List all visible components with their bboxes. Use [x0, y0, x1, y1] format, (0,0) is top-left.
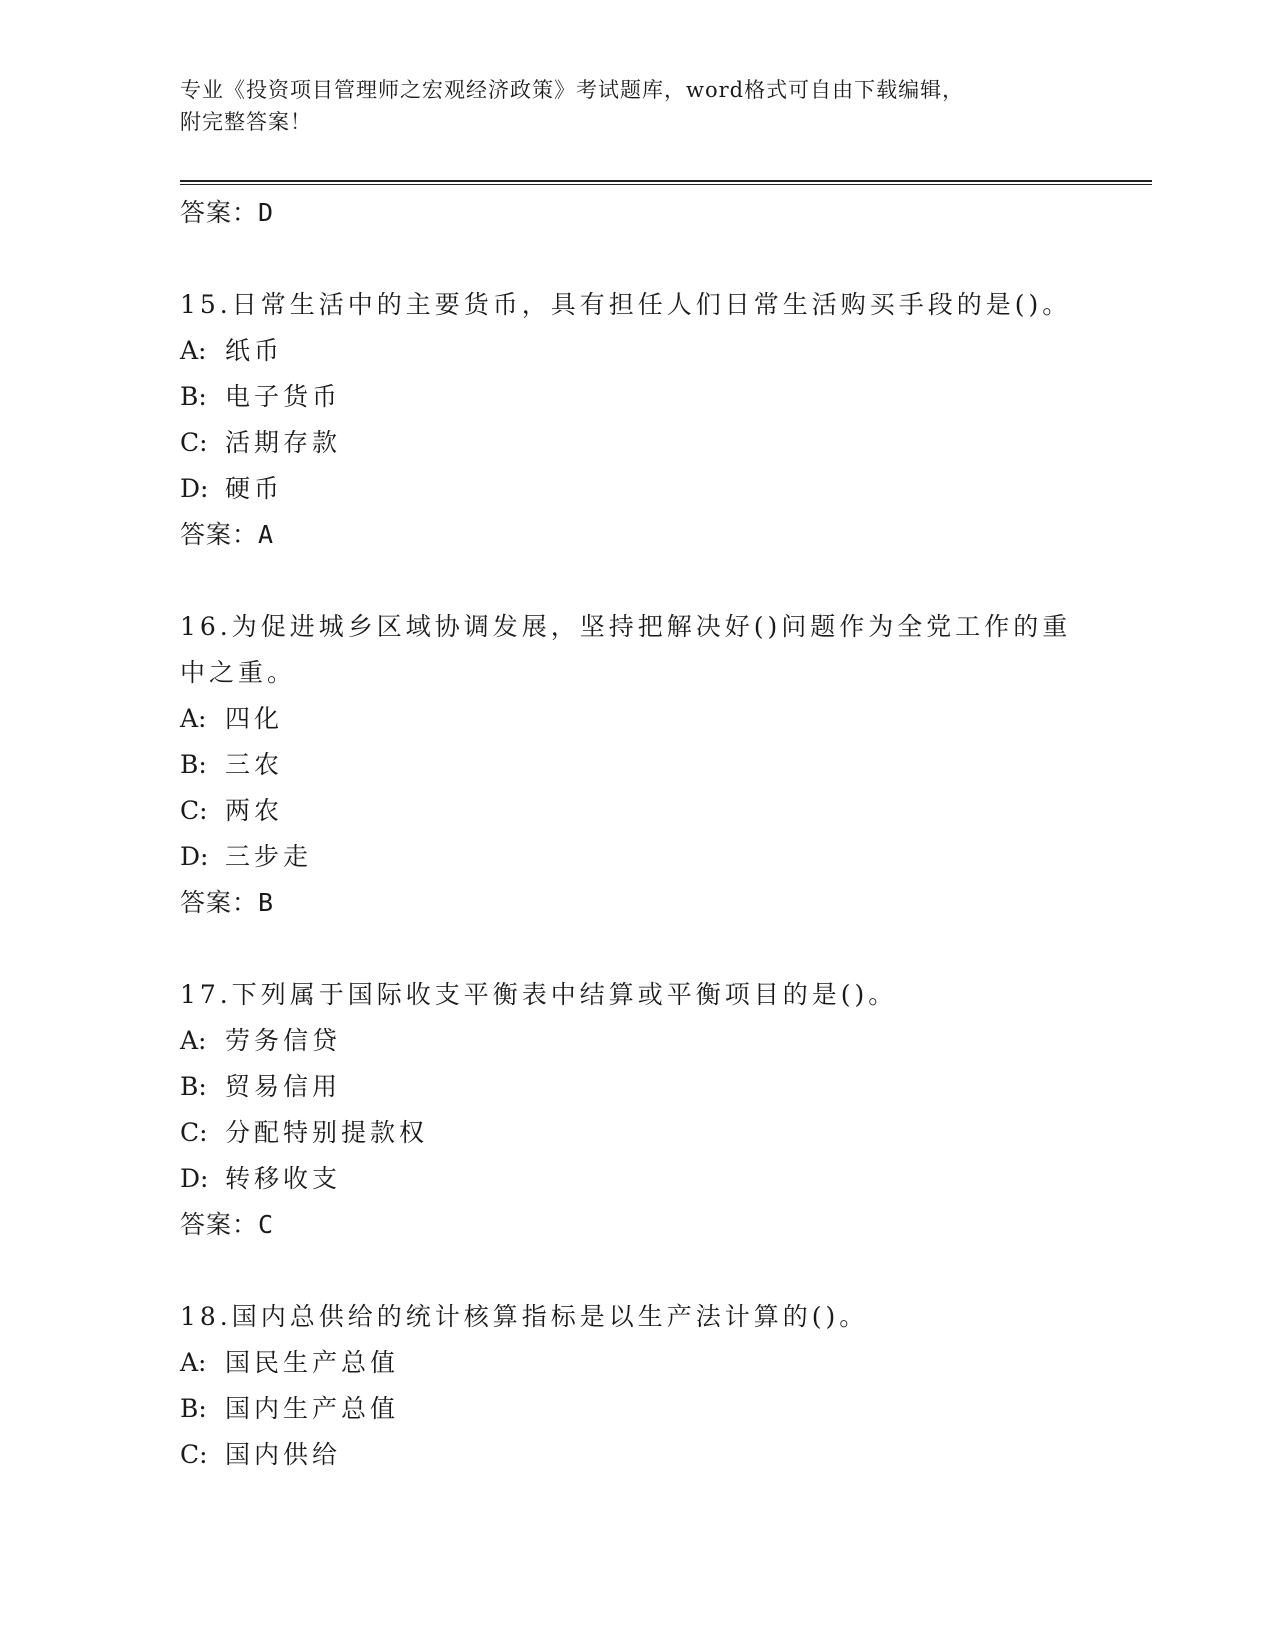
- document-header: [180, 74, 1080, 138]
- option-letter: A:: [180, 1026, 207, 1055]
- option-item: [180, 1340, 1080, 1386]
- option-text: 三步走: [225, 842, 313, 871]
- option-text: 两农: [225, 796, 284, 825]
- answer-line: 答案：A: [180, 520, 275, 549]
- option-item: [180, 1156, 1080, 1202]
- option-item: [180, 466, 1080, 512]
- spacer: [180, 926, 1080, 972]
- option-letter: B:: [180, 382, 207, 411]
- header-line-1: 专业《投资项目管理师之宏观经济政策》考试题库，word格式可自由下载编辑，: [180, 78, 965, 102]
- option-item: [180, 420, 1080, 466]
- header-line-2: 附完整答案！: [180, 110, 312, 134]
- option-text: 分配特别提款权: [225, 1118, 429, 1147]
- option-item: [180, 788, 1080, 834]
- option-letter: D:: [180, 1164, 209, 1193]
- option-item: [180, 1386, 1080, 1432]
- option-item: [180, 742, 1080, 788]
- option-letter: B:: [180, 1072, 207, 1101]
- option-text: 转移收支: [225, 1164, 342, 1193]
- option-text: 四化: [225, 704, 284, 733]
- option-item: [180, 1110, 1080, 1156]
- option-text: 硬币: [225, 474, 284, 503]
- option-text: 国内供给: [225, 1440, 342, 1469]
- option-letter: A:: [180, 336, 207, 365]
- option-text: 三农: [225, 750, 284, 779]
- option-text: 电子货币: [225, 382, 342, 411]
- option-letter: C:: [180, 428, 208, 457]
- header-divider: [180, 180, 1152, 185]
- option-item: [180, 834, 1080, 880]
- option-text: 国内生产总值: [225, 1394, 400, 1423]
- option-letter: A:: [180, 1348, 207, 1377]
- question-text: 15.日常生活中的主要货币，具有担任人们日常生活购买手段的是()。: [180, 290, 1072, 319]
- option-letter: B:: [180, 1394, 207, 1423]
- option-text: 纸币: [225, 336, 284, 365]
- option-item: [180, 1432, 1080, 1478]
- question-list: [180, 190, 1080, 1478]
- option-letter: B:: [180, 750, 207, 779]
- option-letter: D:: [180, 474, 209, 503]
- option-letter: C:: [180, 796, 208, 825]
- option-letter: C:: [180, 1118, 208, 1147]
- document-page: [180, 0, 1165, 1650]
- option-item: [180, 1064, 1080, 1110]
- spacer: [180, 236, 1080, 282]
- spacer: [180, 558, 1080, 604]
- option-item: [180, 374, 1080, 420]
- option-item: [180, 1018, 1080, 1064]
- option-letter: D:: [180, 842, 209, 871]
- spacer: [180, 1248, 1080, 1294]
- option-text: 国民生产总值: [225, 1348, 400, 1377]
- option-text: 活期存款: [225, 428, 342, 457]
- answer-line: 答案：B: [180, 888, 275, 917]
- option-item: [180, 696, 1080, 742]
- question-text: 18.国内总供给的统计核算指标是以生产法计算的()。: [180, 1302, 869, 1331]
- option-item: [180, 328, 1080, 374]
- answer-line: 答案：D: [180, 198, 275, 227]
- option-text: 劳务信贷: [225, 1026, 342, 1055]
- option-letter: A:: [180, 704, 207, 733]
- answer-line: 答案：C: [180, 1210, 275, 1239]
- question-text: 16.为促进城乡区域协调发展，坚持把解决好()问题作为全党工作的重中之重。: [180, 612, 1072, 687]
- option-letter: C:: [180, 1440, 208, 1469]
- option-text: 贸易信用: [225, 1072, 342, 1101]
- question-text: 17.下列属于国际收支平衡表中结算或平衡项目的是()。: [180, 980, 898, 1009]
